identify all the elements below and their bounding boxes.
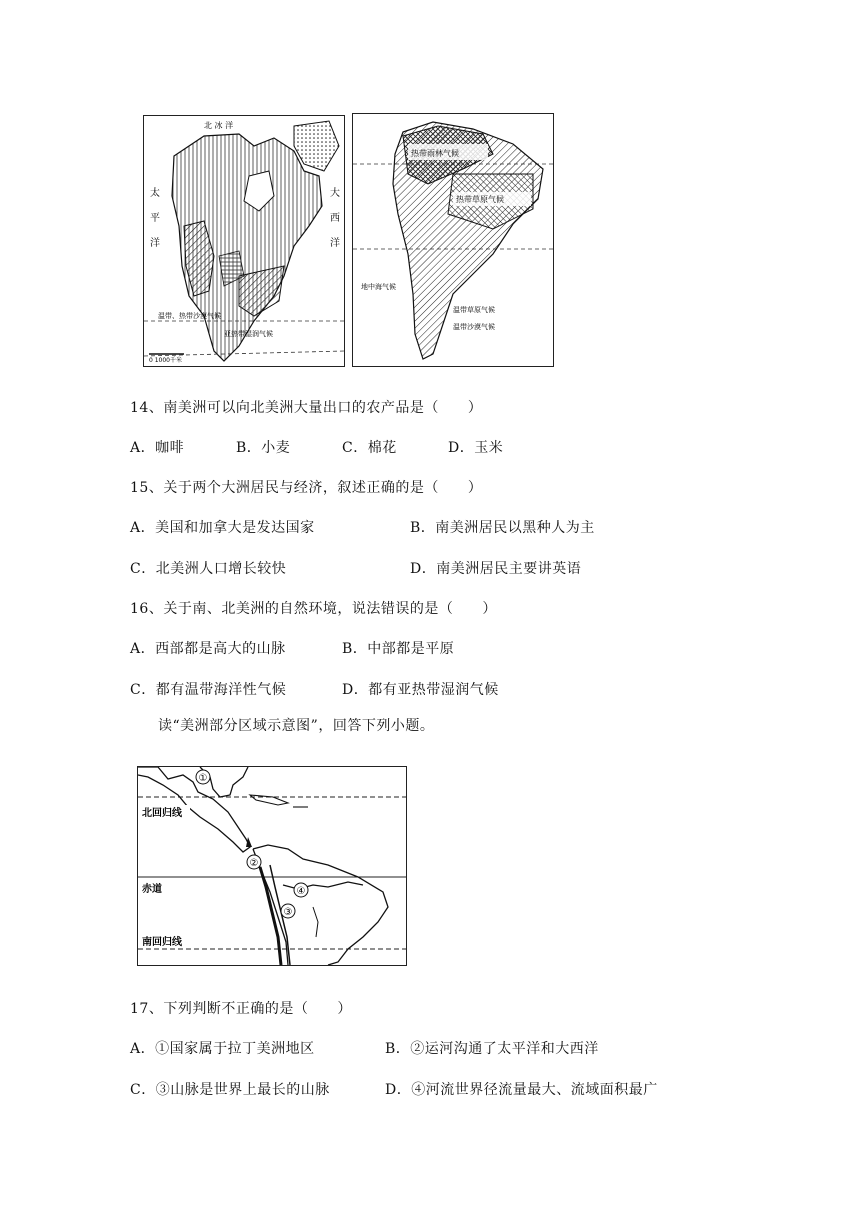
legend-desert-label: 温带、热带沙漠气候 [158,312,221,320]
q16-option-c[interactable]: C．都有温带海洋性气候 [130,682,287,698]
south-america-map-graphic [353,114,553,366]
q14-option-d[interactable]: D．玉米 [448,440,504,456]
pacific-label-1: 太 [150,188,160,199]
marker-4: ④ [296,886,306,897]
marker-3: ③ [283,907,293,918]
q15-option-a[interactable]: A．美国和加拿大是发达国家 [130,520,315,536]
north-america-climate-map [143,115,345,367]
q17-option-a[interactable]: A．①国家属于拉丁美洲地区 [130,1041,315,1057]
pacific-label-3: 洋 [150,238,160,249]
savanna-label: 热带草原气候 [456,195,504,204]
q14-option-c[interactable]: C．棉花 [342,440,397,456]
q14-option-a[interactable]: A．咖啡 [130,440,185,456]
scale-label: 0 1000千米 [149,357,182,364]
temperate-desert-label: 温带沙漠气候 [453,323,495,331]
q16-option-d[interactable]: D．都有亚热带湿润气候 [342,682,499,698]
atlantic-label-3: 洋 [330,238,340,249]
marker-1: ① [198,773,208,784]
q16-option-a[interactable]: A．西部都是高大的山脉 [130,641,286,657]
rainforest-label: 热带雨林气候 [411,149,459,158]
q15-option-d[interactable]: D．南美洲居民主要讲英语 [410,561,582,577]
americas-region-map [137,766,407,966]
south-america-climate-map [352,113,554,367]
equator-label: 赤道 [142,884,162,895]
q14-option-b[interactable]: B．小麦 [236,440,291,456]
q17-option-b[interactable]: B．②运河沟通了太平洋和大西洋 [385,1041,599,1057]
figure-2-intro: 读“美洲部分区域示意图”，回答下列小题。 [158,718,435,734]
question-17-stem: 17、下列判断不正确的是（ ） [130,1001,352,1017]
marker-2: ② [249,858,259,869]
q15-option-c[interactable]: C．北美洲人口增长较快 [130,561,287,577]
pacific-label-2: 平 [150,213,160,224]
question-16-stem: 16、关于南、北美洲的自然环境，说法错误的是（ ） [130,601,497,617]
question-15-stem: 15、关于两个大洲居民与经济，叙述正确的是（ ） [130,480,483,496]
atlantic-label-2: 西 [330,213,340,224]
q17-option-c[interactable]: C．③山脉是世界上最长的山脉 [130,1082,330,1098]
north-america-map-graphic [144,116,344,366]
q16-option-b[interactable]: B．中部都是平原 [342,641,455,657]
atlantic-label-1: 大 [330,188,340,199]
tropic-cancer-label: 北回归线 [142,808,182,819]
q15-option-b[interactable]: B．南美洲居民以黑种人为主 [410,520,595,536]
mediterranean-label: 地中海气候 [361,283,396,291]
q17-option-d[interactable]: D．④河流世界径流量最大、流域面积最广 [385,1082,658,1098]
arctic-ocean-label: 北 冰 洋 [204,121,234,130]
tropic-capricorn-label: 南回归线 [142,937,182,948]
americas-region-map-graphic [138,767,406,965]
question-14-stem: 14、南美洲可以向北美洲大量出口的农产品是（ ） [130,400,483,416]
legend-subtropical-label: 亚热带湿润气候 [224,330,273,338]
temperate-grass-label: 温带草原气候 [453,306,495,314]
